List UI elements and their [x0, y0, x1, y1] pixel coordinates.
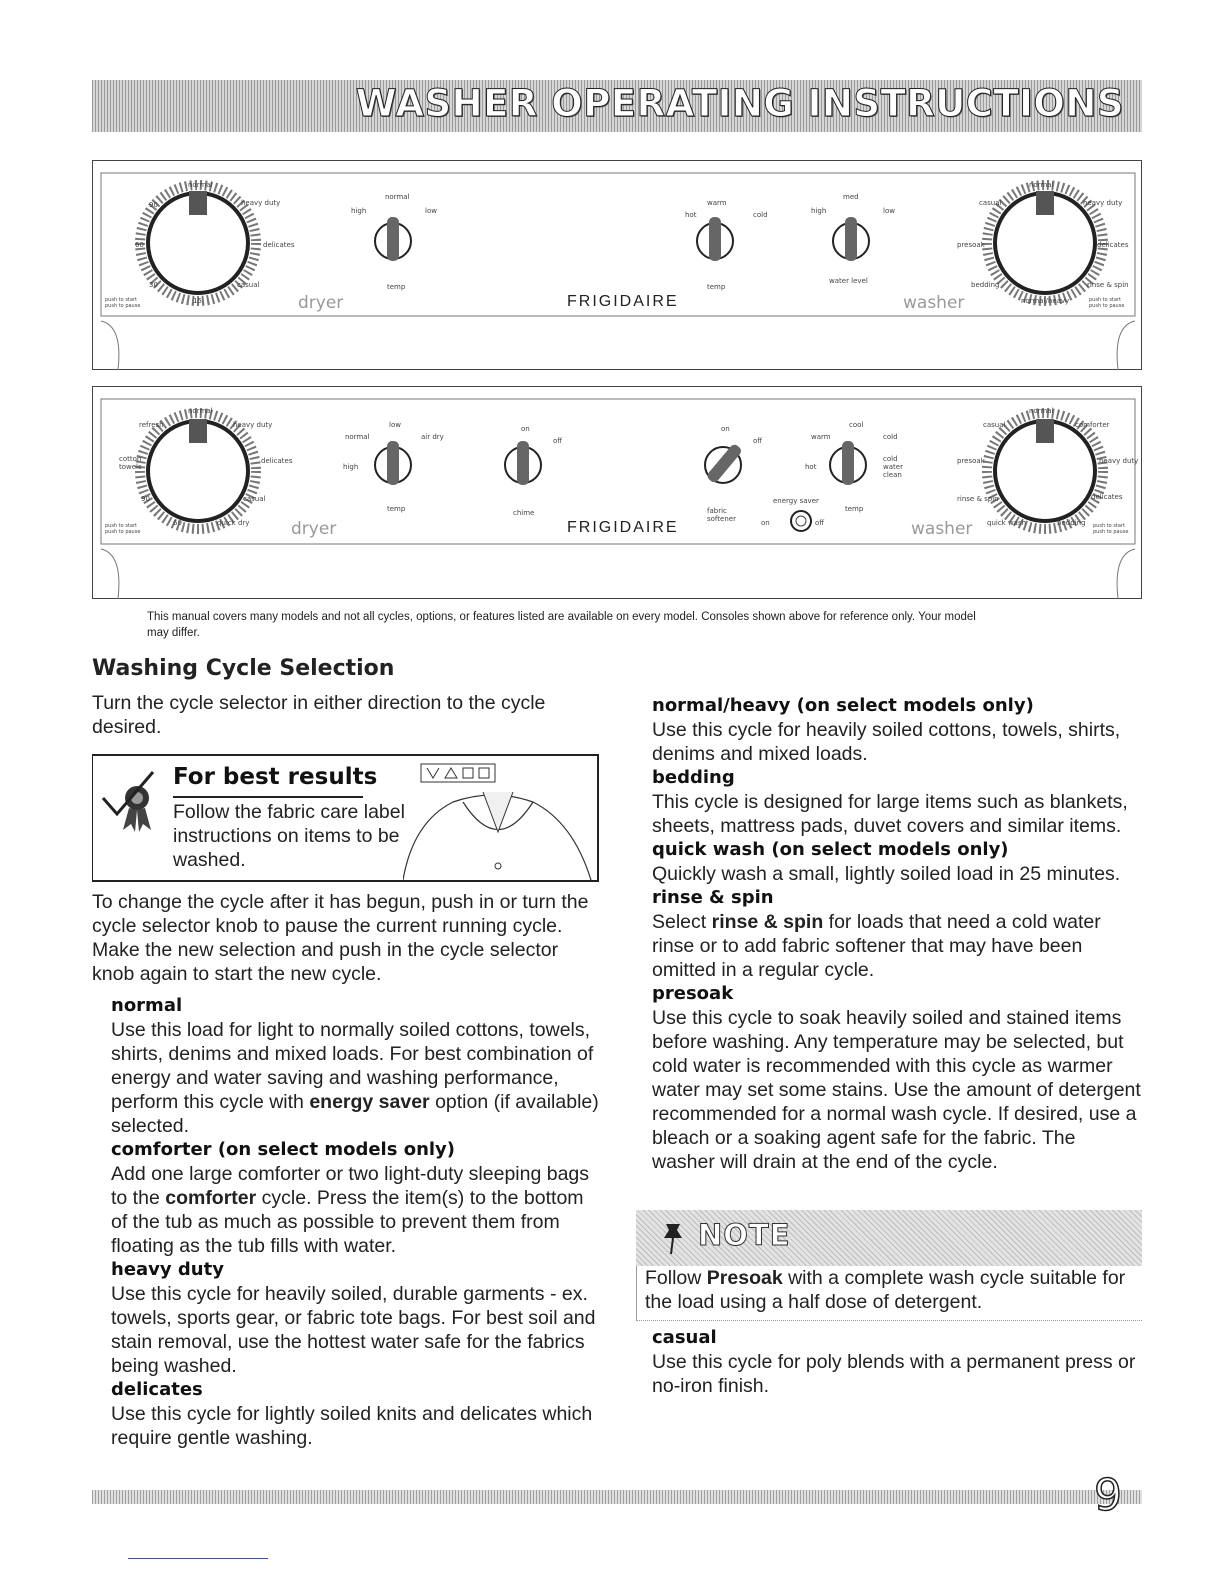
cycle-normal-heavy-text: Use this cycle for heavily soiled cottons, towels, shirts, denims and mixed loads.: [652, 719, 1121, 765]
rinse-spin-text-post: for loads that need a cold water rinse or to add fabric softener that may have been omitted in a regular cycle.: [652, 911, 1101, 981]
note-text-pre: Follow: [645, 1267, 707, 1289]
left-column: [92, 656, 602, 739]
cycle-rinse-spin-title: rinse & spin: [652, 887, 774, 908]
cycle-quick-wash-text: Quickly wash a small, lightly soiled load in 25 minutes.: [652, 863, 1121, 885]
cycle-heavy-duty-title: heavy duty: [111, 1259, 224, 1280]
cycle-normal-text-b: option (if available) selected.: [111, 1091, 599, 1137]
cycle-bedding-text: This cycle is designed for large items such as blankets, sheets, mattress pads, duvet covers and similar items.: [652, 791, 1128, 837]
pushpin-icon: [658, 1220, 688, 1256]
cycle-comforter-text: [111, 1162, 602, 1258]
section-title: Washing Cycle Selection: [92, 656, 395, 681]
washer2-dial-rinse-spin: rinse & spin: [957, 495, 999, 503]
dryer2-push-label: push to start push to pause: [105, 523, 141, 535]
dryer-dial-60: 60: [135, 241, 144, 249]
cycle-casual-text: Use this cycle for poly blends with a permanent press or no-iron finish.: [652, 1351, 1136, 1397]
washer-dial-bedding: bedding: [971, 281, 1000, 289]
header-banner: [92, 80, 1142, 132]
washer-dial-casual: casual: [979, 199, 1002, 207]
dryer2-dial-normal: normal: [188, 407, 213, 415]
console-disclaimer: This manual covers many models and not all cycles, options, or features listed are available on every model. Consoles shown above for reference only. Your model may differ.: [147, 611, 976, 639]
washer2-temp-cold-water-clean: cold water clean: [883, 455, 903, 479]
washer-temp-hot: hot: [685, 211, 697, 219]
cycle-rinse-spin-text: [652, 910, 1142, 982]
energy-saver-emphasis: energy saver: [309, 1091, 430, 1113]
washer2-temp-cold: cold: [883, 433, 898, 441]
dryer2-temp-low: low: [389, 421, 401, 429]
washer2-temp-warm: warm: [811, 433, 831, 441]
brand-logo: FRIGIDAIRE: [567, 293, 679, 310]
dryer2-dial-delicates: delicates: [261, 457, 293, 465]
console-1-drawing: [93, 161, 1143, 371]
rinse-spin-emphasis: rinse & spin: [711, 911, 824, 933]
note-text-post: with a complete wash cycle suitable for the load using a half dose of detergent.: [645, 1267, 1126, 1313]
cycle-comforter-text-b: cycle. Press the item(s) to the bottom of the tub as much as possible to prevent them from floating as the tub fills with water.: [111, 1187, 584, 1257]
dryer2-dial-heavy-duty: heavy duty: [233, 421, 273, 429]
water-level-high: high: [811, 207, 827, 215]
cycle-presoak-title: presoak: [652, 983, 734, 1004]
shirt-label-icon: [403, 762, 593, 880]
cycle-normal-title: normal: [111, 995, 183, 1016]
dryer-temp-high: high: [351, 207, 367, 215]
dryer2-dial-90: 90: [141, 495, 150, 503]
dryer-dial-heavy-duty: heavy duty: [241, 199, 281, 207]
cycle-normal-text-a: Use this load for light to normally soiled cottons, towels, shirts, denims and mixed loads. For best combination of energy and water saving and washing performance, perform this cycle with: [111, 1019, 594, 1113]
washer2-dial-presoak: presoak: [957, 457, 985, 465]
washer2-temp-cool: cool: [849, 421, 864, 429]
dryer-push-label: push to start push to pause: [105, 297, 141, 309]
dryer2-dial-60: 60: [173, 519, 182, 527]
page-number: 9: [1094, 1470, 1122, 1521]
dryer-dial-90: 90: [149, 201, 158, 209]
dryer-word: dryer: [298, 293, 344, 313]
softener-on: on: [721, 425, 730, 433]
right-column: [652, 694, 1142, 1174]
washer-dial-rinse-spin: rinse & spin: [1087, 281, 1129, 289]
water-level-low: low: [883, 207, 895, 215]
dryer2-dial-quick-dry: quick dry: [217, 519, 250, 527]
best-results-heading: For best results: [173, 764, 378, 790]
washer-dial-normal: normal: [1029, 181, 1054, 189]
footer-bar: [92, 1490, 1142, 1504]
washer-word: washer: [903, 293, 965, 313]
cycle-quick-wash-title: quick wash (on select models only): [652, 839, 1009, 860]
washer-dial-presoak: presoak: [957, 241, 985, 249]
cycle-bedding-title: bedding: [652, 767, 735, 788]
dryer2-temp-normal: normal: [345, 433, 370, 441]
brand-logo-2: FRIGIDAIRE: [567, 519, 679, 536]
note-text: [636, 1266, 1142, 1321]
washer-temp-label: temp: [707, 283, 726, 291]
dryer2-dial-cotton-towels: cotton towels: [119, 455, 142, 471]
washer2-dial-delicates: delicates: [1091, 493, 1123, 501]
washer-temp-warm: warm: [707, 199, 727, 207]
left-column-body: [92, 890, 602, 1450]
dryer2-dial-refresh: refresh: [139, 421, 164, 429]
energy-saver-label: energy saver: [773, 497, 819, 505]
washer2-word: washer: [911, 519, 973, 539]
comforter-emphasis: comforter: [165, 1187, 257, 1209]
best-results-underline: [173, 796, 363, 798]
presoak-emphasis: Presoak: [706, 1267, 783, 1289]
intro-paragraph: Turn the cycle selector in either direction to the cycle desired.: [92, 692, 546, 738]
washer-temp-cold: cold: [753, 211, 768, 219]
water-level-med: med: [843, 193, 859, 201]
chime-on: on: [521, 425, 530, 433]
washer2-dial-comforter: comforter: [1075, 421, 1110, 429]
energy-on: on: [761, 519, 770, 527]
dryer-temp-label: temp: [387, 283, 406, 291]
right-column-bottom: [652, 1326, 1142, 1398]
dryer-dial-30: 30: [149, 281, 158, 289]
page-title: WASHER OPERATING INSTRUCTIONS: [355, 82, 1124, 125]
best-results-box: [92, 754, 599, 882]
dryer-temp-normal: normal: [385, 193, 410, 201]
dryer-dial-delicates: delicates: [263, 241, 295, 249]
cycle-delicates-text: Use this cycle for lightly soiled knits and delicates which require gentle washing.: [111, 1403, 593, 1449]
best-results-text: Follow the fabric care label instructions on items to be washed.: [173, 801, 405, 871]
console-2-drawing: [93, 387, 1143, 600]
dryer-dial-casual: casual: [237, 281, 260, 289]
bottom-rule: [128, 1558, 268, 1559]
cycle-normal-heavy-title: normal/heavy (on select models only): [652, 695, 1034, 716]
dryer2-temp-high: high: [343, 463, 359, 471]
washer2-dial-bedding: bedding: [1057, 519, 1086, 527]
washer2-dial-heavy-duty: heavy duty: [1099, 457, 1139, 465]
console-illustration-2: [92, 386, 1142, 599]
washer-dial-delicates: delicates: [1097, 241, 1129, 249]
cycle-presoak-text: Use this cycle to soak heavily soiled and stained items before washing. Any temperature may be selected, but cold water is recommended with this cycle as warmer water may set some stains. Use the amount of detergent recommended for a normal wash cycle. If desired, use a bleach or a soaking agent safe for the fabric. The washer will drain at the end of the cycle.: [652, 1007, 1141, 1173]
cycle-heavy-duty-text: Use this cycle for heavily soiled, durable garments - ex. towels, sports gear, or fabric tote bags. For best soil and stain removal, use the hottest water safe for the fabrics being washed.: [111, 1283, 596, 1377]
washer2-dial-quick-wash: quick wash: [987, 519, 1027, 527]
washer2-dial-casual: casual: [983, 421, 1006, 429]
note-header: [636, 1210, 1142, 1266]
dryer-dial-normal: normal: [188, 181, 213, 189]
washer2-dial-normal: normal: [1029, 407, 1054, 415]
softener-off: off: [753, 437, 763, 445]
washer2-push-label: push to start push to pause: [1093, 523, 1129, 535]
washer-dial-normal-heavy: normal/heavy: [1021, 297, 1070, 305]
softener-label: fabric softener: [707, 507, 736, 523]
console-illustration-1: [92, 160, 1142, 370]
note-label: NOTE: [698, 1218, 791, 1252]
dryer2-dial-casual: casual: [243, 495, 266, 503]
ribbon-check-icon: [99, 768, 171, 840]
cycle-delicates-title: delicates: [111, 1379, 203, 1400]
dryer2-word: dryer: [291, 519, 337, 539]
energy-off: off: [815, 519, 825, 527]
washer2-temp-hot: hot: [805, 463, 817, 471]
rinse-spin-text-pre: Select: [652, 911, 712, 933]
water-level-label: water level: [829, 277, 868, 285]
dryer2-temp-label: temp: [387, 505, 406, 513]
cycle-normal-text: [111, 1018, 602, 1138]
change-cycle-paragraph: To change the cycle after it has begun, push in or turn the cycle selector knob to pause the current running cycle. Make the new selection and push in the cycle selector knob again to start the new cycle.: [92, 891, 589, 985]
washer-push-label: push to start push to pause: [1089, 297, 1125, 309]
cycle-casual-title: casual: [652, 1327, 717, 1348]
washer-dial-heavy-duty: heavy duty: [1083, 199, 1123, 207]
dryer-temp-low: low: [425, 207, 437, 215]
cycle-comforter-text-a: Add one large comforter or two light-duty sleeping bags to the: [111, 1163, 590, 1209]
chime-label: chime: [513, 509, 535, 517]
dryer2-temp-air-dry: air dry: [421, 433, 444, 441]
washer2-temp-label: temp: [845, 505, 864, 513]
cycle-comforter-title: comforter (on select models only): [111, 1139, 456, 1160]
dryer-dial-15: 15: [193, 297, 202, 305]
chime-off: off: [553, 437, 563, 445]
